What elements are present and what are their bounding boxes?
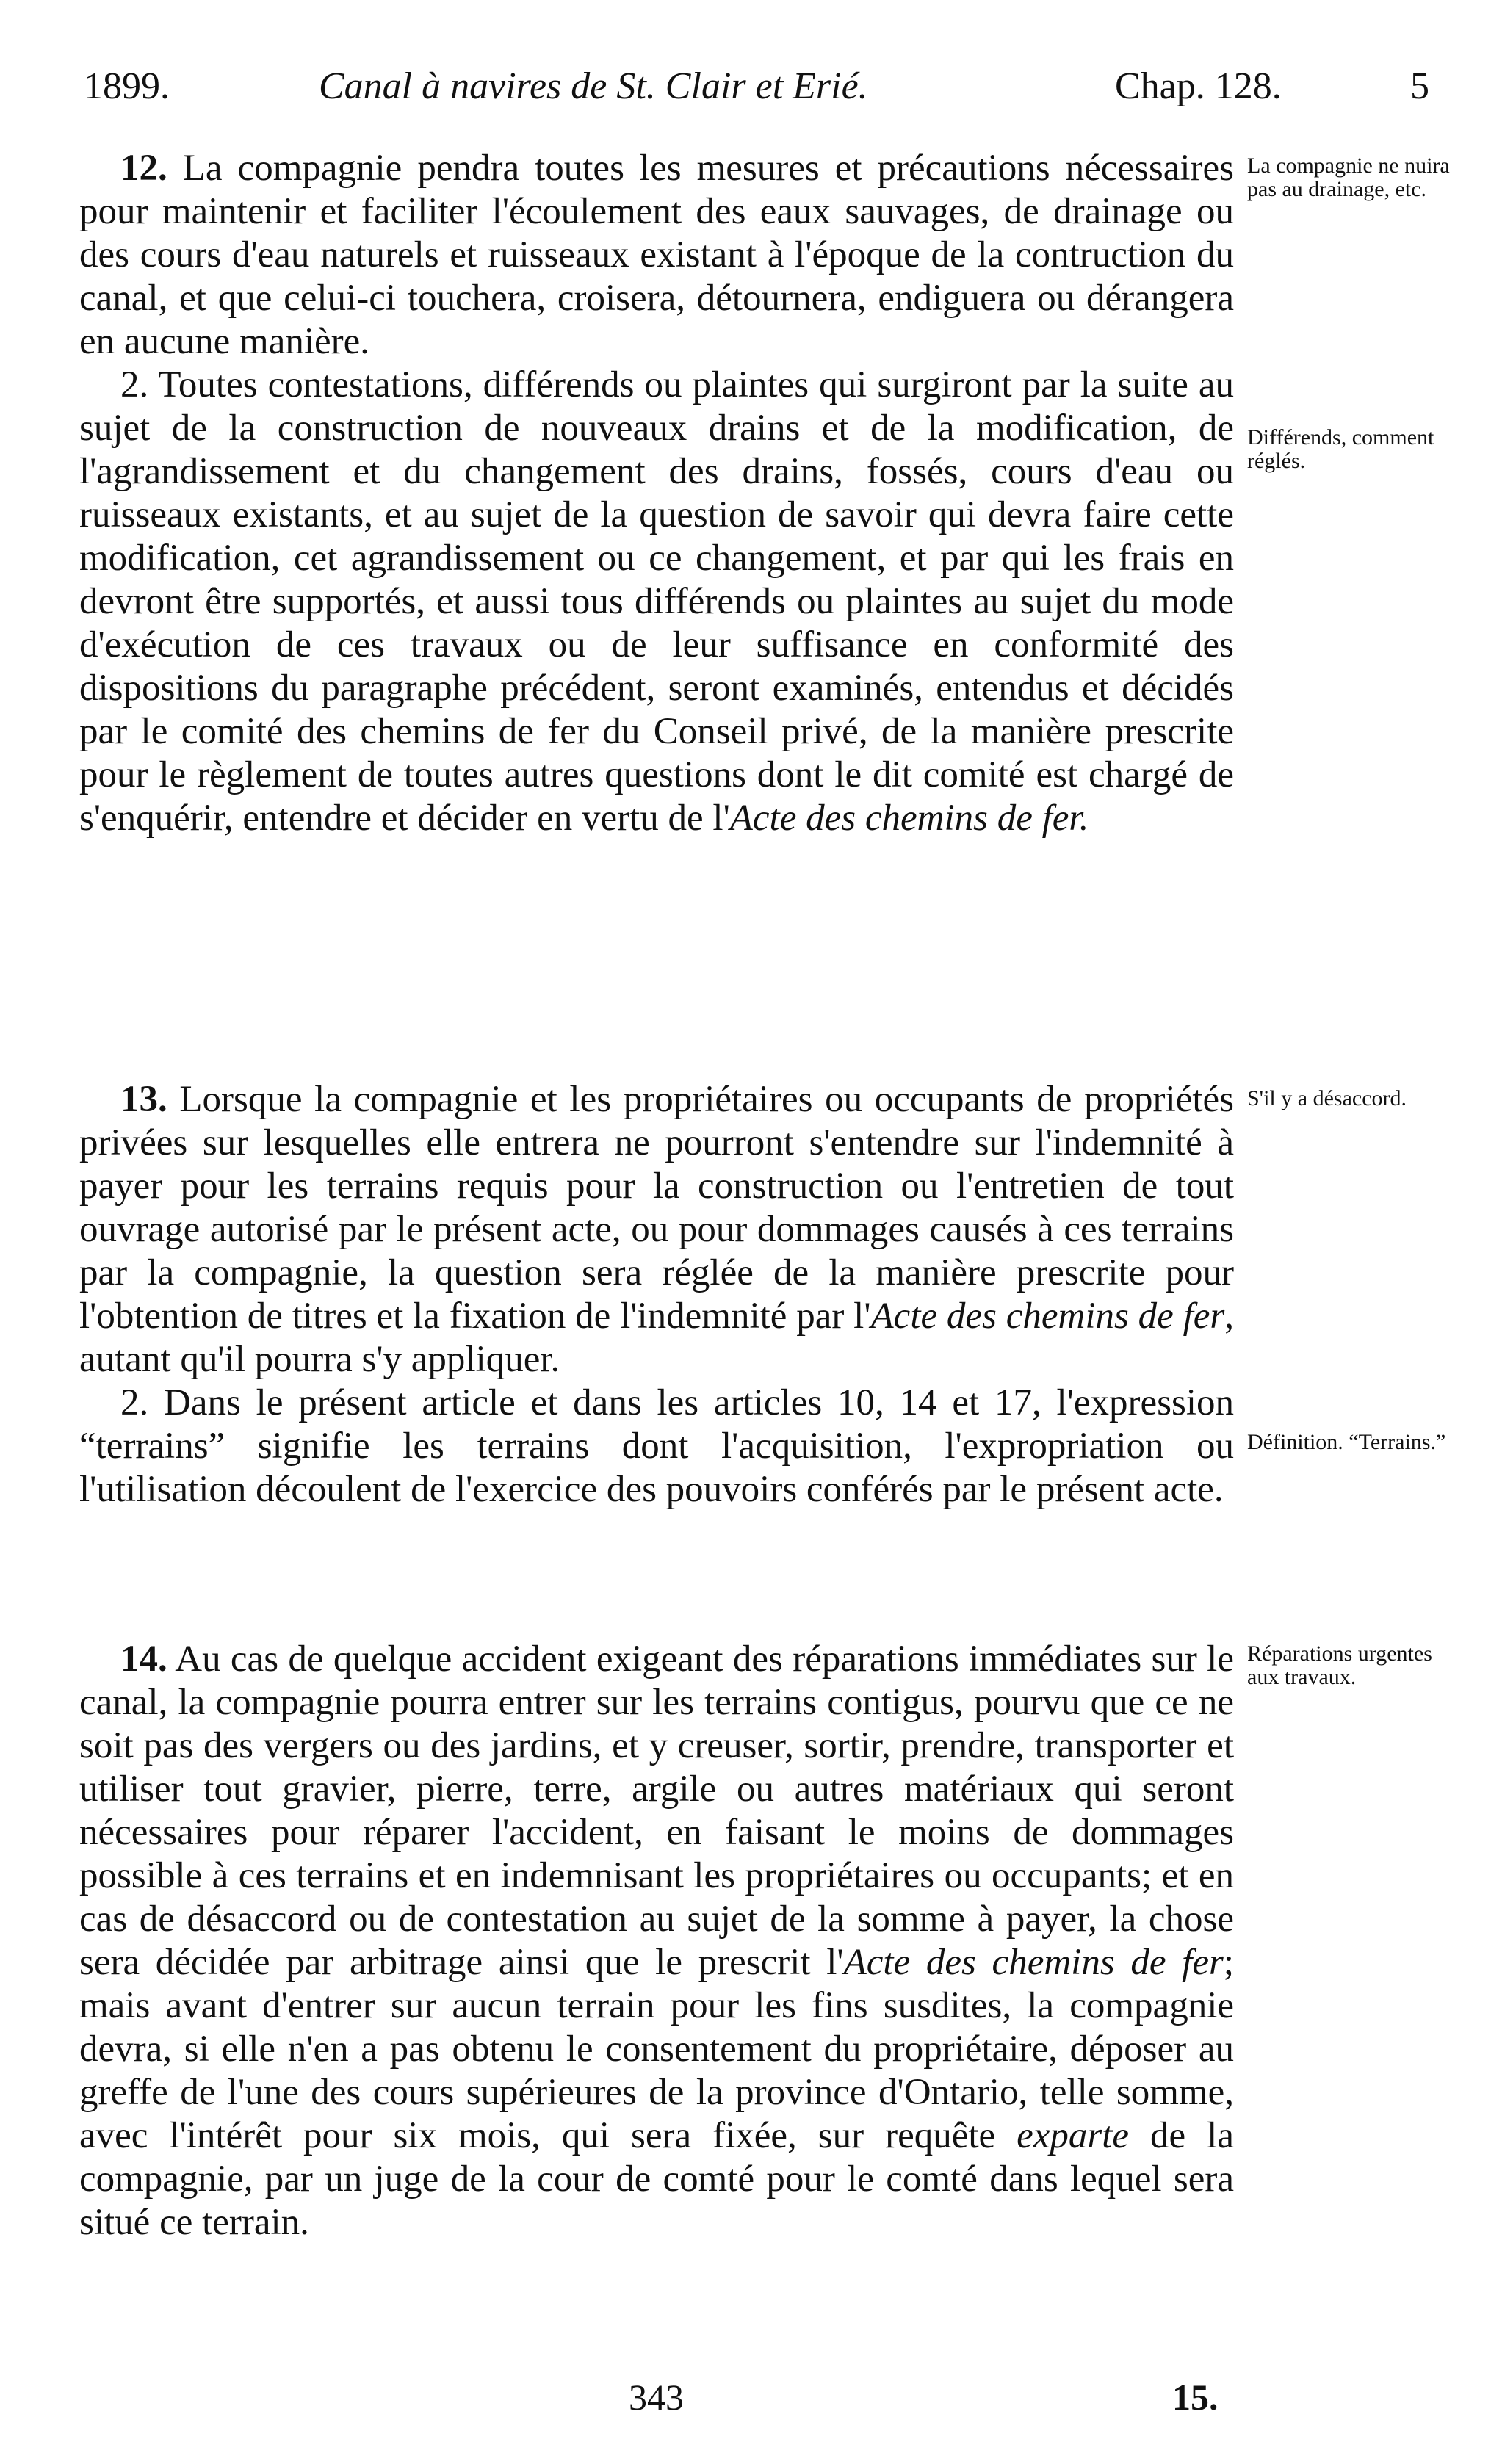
section-number: 14.	[120, 1639, 167, 1680]
paragraph-text-tail: , autant qu'il pourra s'y appliquer.	[79, 1296, 1234, 1380]
paragraph-text: La compagnie pendra toutes les mesures et précautions nécessaires pour maintenir et faciliter l'écoulement des eaux sauvages, de drainage ou des cours d'eau naturels et ruisseaux existant à l'époque de la contruction du canal, et que celui-ci touchera, croisera, détournera, endiguera ou dérangera en aucune manière.	[79, 148, 1234, 362]
margin-note: La compagnie ne nuira pas au drainage, etc.	[1247, 153, 1450, 201]
section-13-paragraph-1	[79, 1078, 1234, 1381]
section-12-paragraph-1	[79, 147, 1234, 364]
section-number: 12.	[120, 148, 167, 189]
paragraph-text: de la compagnie, par un juge de la cour de comté pour le comté dans lequel sera situé ce terrain.	[79, 2115, 1234, 2243]
act-title: Acte des chemins de fer	[843, 1942, 1224, 1983]
latin-term: exparte	[1017, 2115, 1130, 2156]
section-13	[79, 1078, 1234, 1511]
section-12-paragraph-2	[79, 364, 1234, 840]
act-title: Acte des chemins de fer	[870, 1296, 1225, 1337]
header-year: 1899.	[84, 65, 170, 107]
margin-note: Différends, comment réglés.	[1247, 425, 1434, 473]
header-chapter: Chap. 128.	[1115, 65, 1282, 107]
section-14	[79, 1638, 1234, 2244]
header-page-number: 5	[1410, 65, 1429, 107]
paragraph-text: Au cas de quelque accident exigeant des réparations immédiates sur le canal, la compagnie pourra entrer sur les terrains contigus, pourvu que ce ne soit pas des vergers ou des jardins, et y creuser, sortir, prendre, transporter et utiliser tout gravier, pierre, terre, argile ou autres matériaux qui seront nécessaires pour réparer l'accident, en faisant le moins de dommages possible à ces terrains et en indemnisant les propriétaires ou occupants; et en cas de désaccord ou de contestation au sujet de la somme à payer, la chose sera décidée par arbitrage ainsi que le prescrit l'	[79, 1639, 1234, 1983]
paragraph-text: 2. Toutes contestations, différends ou plaintes qui surgiront par la suite au sujet de la construction de nouveaux drains et de la modification, de l'agrandissement et du changement des drains, fossés, cours d'eau ou ruisseaux existants, et au sujet de la question de savoir qui devra faire cette modification, cet agrandissement ou ce changement, et par qui les frais en devront être supportés, et aussi tous différends ou plaintes au sujet du mode d'exécution de ces travaux ou de leur suffisance en conformité des dispositions du paragraphe précédent, seront examinés, entendus et décidés par le comité des chemins de fer du Conseil privé, de la manière prescrite pour le règlement de toutes autres questions dont le dit comité est chargé de s'enquérir, entendre et décider en vertu de l'	[79, 364, 1234, 839]
paragraph-text: 2. Dans le présent article et dans les articles 10, 14 et 17, l'expression “terrains” signifie les terrains dont l'acquisition, l'expropriation ou l'utilisation découlent de l'exercice des pouvoirs conférés par le présent acte.	[79, 1382, 1234, 1510]
margin-note: S'il y a désaccord.	[1247, 1086, 1407, 1110]
margin-note: Définition. “Terrains.”	[1247, 1430, 1446, 1454]
footer-next-section: 15.	[1172, 2377, 1219, 2418]
header-title: Canal à navires de St. Clair et Erié.	[319, 65, 868, 107]
running-header	[84, 65, 1429, 123]
paragraph-text: Lorsque la compagnie et les propriétaires ou occupants de propriétés privées sur lesquelles elle entrera ne pourront s'entendre sur l'indemnité à payer pour les terrains requis pour la construction ou l'entretien de tout ouvrage autorisé par le présent acte, ou pour dommages causés à ces terrains par la compagnie, la question sera réglée de la manière prescrite pour l'obtention de titres et la fixation de l'indemnité par l'	[79, 1079, 1234, 1337]
section-14-paragraph-1	[79, 1638, 1234, 2244]
footer-page-number: 343	[629, 2377, 684, 2418]
section-13-paragraph-2	[79, 1381, 1234, 1511]
section-12	[79, 147, 1234, 840]
margin-note: Réparations urgentes aux travaux.	[1247, 1641, 1432, 1689]
act-title: Acte des chemins de fer.	[729, 798, 1089, 839]
paragraph-text: ; mais avant d'entrer sur aucun terrain pour les fins susdites, la compagnie devra, si elle n'en a pas obtenu le consentement du propriétaire, déposer au greffe de l'une des cours supérieures de la province d'Ontario, telle somme, avec l'intérêt pour six mois, qui sera fixée, sur requête	[79, 1942, 1234, 2156]
section-number: 13.	[120, 1079, 167, 1120]
